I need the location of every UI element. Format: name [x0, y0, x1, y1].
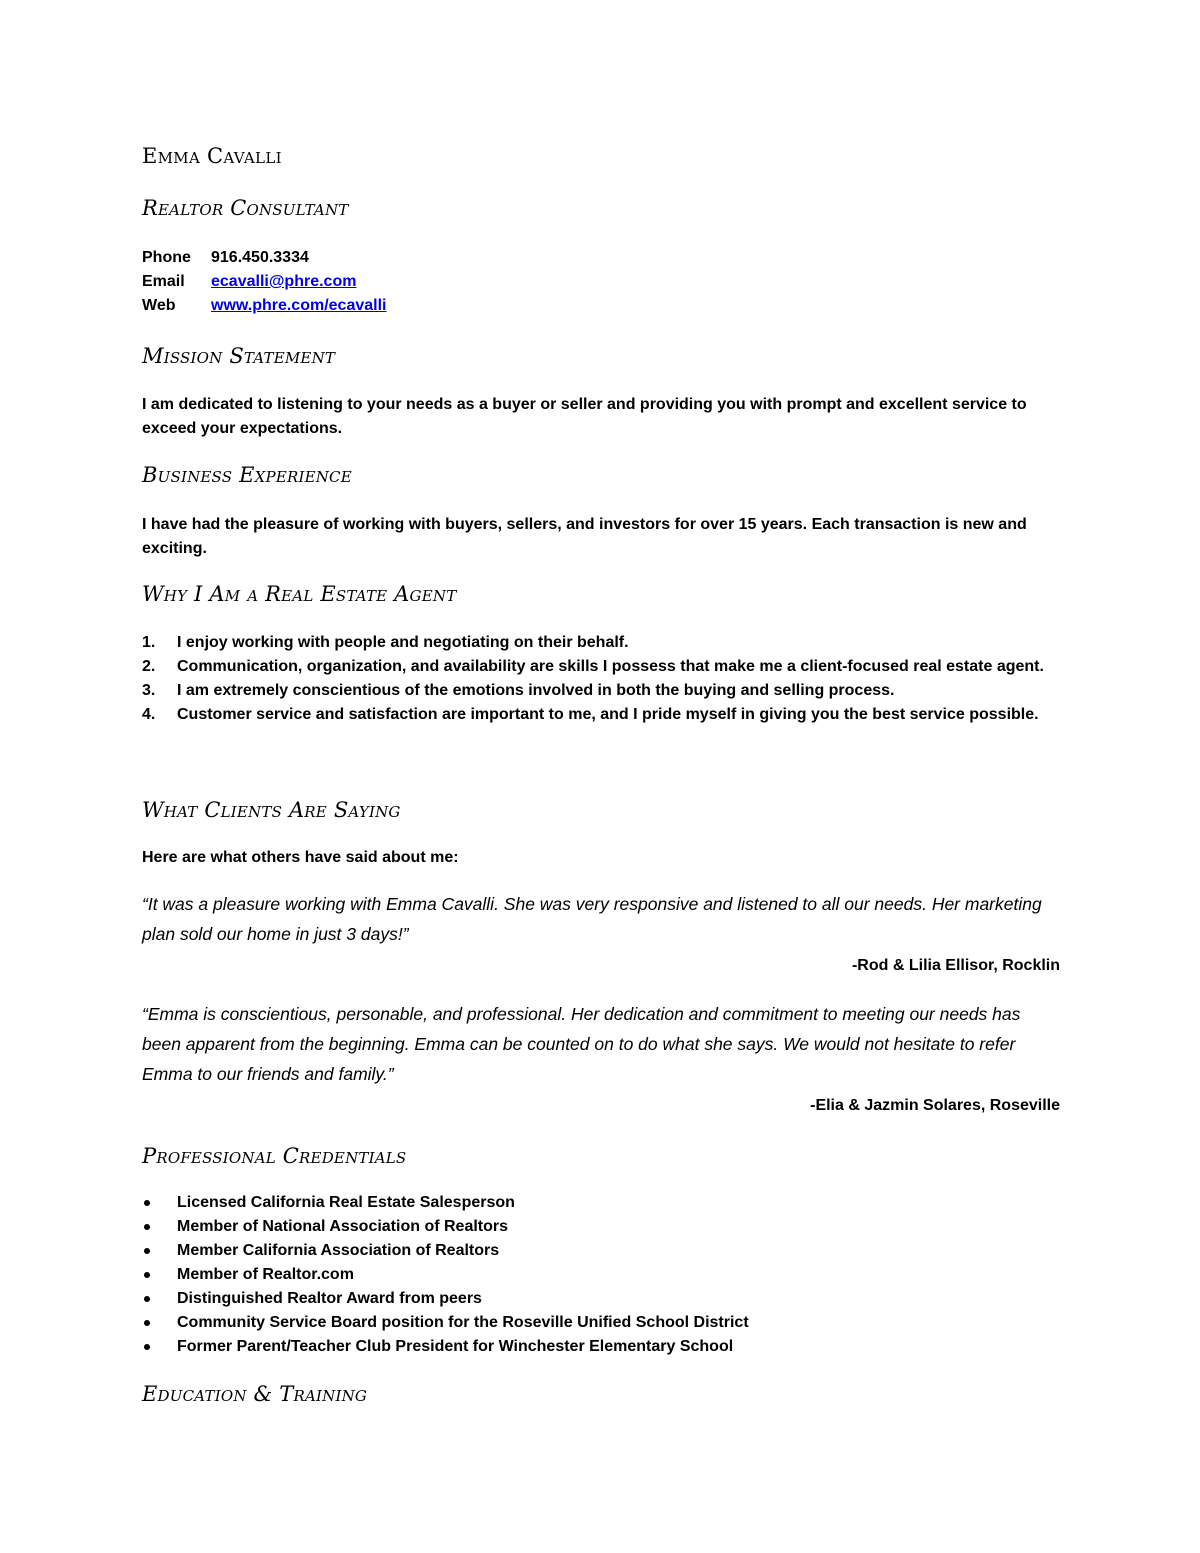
list-text: Community Service Board position for the Roseville Unified School District	[177, 1314, 749, 1331]
list-text: Licensed California Real Estate Salesperson	[177, 1194, 515, 1211]
list-text: I am extremely conscientious of the emotions involved in both the buying and selling process.	[177, 682, 895, 699]
why-heading: Why I Am a Real Estate Agent	[142, 582, 457, 606]
agent-name: Emma Cavalli	[142, 144, 282, 168]
bullet-icon	[144, 1296, 150, 1302]
bullet-icon	[144, 1344, 150, 1350]
list-item	[142, 1335, 1060, 1359]
experience-heading: Business Experience	[142, 463, 352, 487]
list-text: Communication, organization, and availability are skills I possess that make me a client-focused real estate agent.	[177, 658, 1044, 675]
list-item	[142, 631, 1060, 655]
list-item	[142, 679, 1060, 703]
list-item	[142, 1263, 1060, 1287]
email-link[interactable]: ecavalli@phre.com	[211, 273, 357, 290]
phone-row	[142, 246, 386, 270]
list-item	[142, 1239, 1060, 1263]
credentials-heading: Professional Credentials	[142, 1144, 407, 1168]
bullet-icon	[144, 1200, 150, 1206]
list-number: 2.	[142, 658, 156, 675]
list-number: 4.	[142, 706, 156, 723]
mission-text: I am dedicated to listening to your needs as a buyer or seller and providing you with prompt and excellent service to exceed your expectations.	[142, 396, 1027, 437]
experience-text: I have had the pleasure of working with buyers, sellers, and investors for over 15 years. Each transaction is new and exciting.	[142, 516, 1027, 557]
phone-value: 916.450.3334	[211, 249, 309, 266]
credentials-list	[142, 1191, 1060, 1359]
list-item	[142, 1215, 1060, 1239]
email-label: Email	[142, 273, 185, 290]
list-number: 3.	[142, 682, 156, 699]
contact-block	[142, 246, 386, 318]
web-label: Web	[142, 297, 176, 314]
agent-title: Realtor Consultant	[142, 196, 349, 220]
list-text: Member California Association of Realtors	[177, 1242, 500, 1259]
list-item	[142, 703, 1060, 727]
testimonial-quote: “It was a pleasure working with Emma Cavalli. She was very responsive and listened to all our needs. Her marketing plan sold our home in just 3 days!”	[142, 894, 1042, 944]
phone-label: Phone	[142, 249, 191, 266]
list-number: 1.	[142, 634, 156, 651]
list-item	[142, 1311, 1060, 1335]
list-item	[142, 655, 1060, 679]
bullet-icon	[144, 1272, 150, 1278]
list-text: Customer service and satisfaction are important to me, and I pride myself in giving you the best service possible.	[177, 706, 1039, 723]
testimonial-author: -Rod & Lilia Ellisor, Rocklin	[851, 957, 1060, 974]
clients-heading: What Clients Are Saying	[142, 798, 401, 822]
bullet-icon	[144, 1248, 150, 1254]
list-text: Former Parent/Teacher Club President for Winchester Elementary School	[177, 1338, 734, 1355]
education-heading: Education & Training	[142, 1382, 368, 1406]
email-row	[142, 270, 386, 294]
list-text: I enjoy working with people and negotiating on their behalf.	[177, 634, 629, 651]
mission-heading: Mission Statement	[142, 344, 336, 368]
testimonial-author: -Elia & Jazmin Solares, Roseville	[810, 1097, 1060, 1114]
bullet-icon	[144, 1320, 150, 1326]
list-item	[142, 1287, 1060, 1311]
why-list	[142, 631, 1060, 727]
clients-intro: Here are what others have said about me:	[142, 849, 459, 866]
list-text: Distinguished Realtor Award from peers	[177, 1290, 482, 1307]
bullet-icon	[144, 1224, 150, 1230]
list-text: Member of Realtor.com	[177, 1266, 354, 1283]
list-text: Member of National Association of Realtors	[177, 1218, 509, 1235]
list-item	[142, 1191, 1060, 1215]
web-row	[142, 294, 386, 318]
testimonial-quote: “Emma is conscientious, personable, and professional. Her dedication and commitment to meeting our needs has been apparent from the beginning. Emma can be counted on to do what she says. We would not hesitate to refer Emma to our friends and family.”	[142, 1004, 1021, 1084]
web-link[interactable]: www.phre.com/ecavalli	[211, 297, 387, 314]
